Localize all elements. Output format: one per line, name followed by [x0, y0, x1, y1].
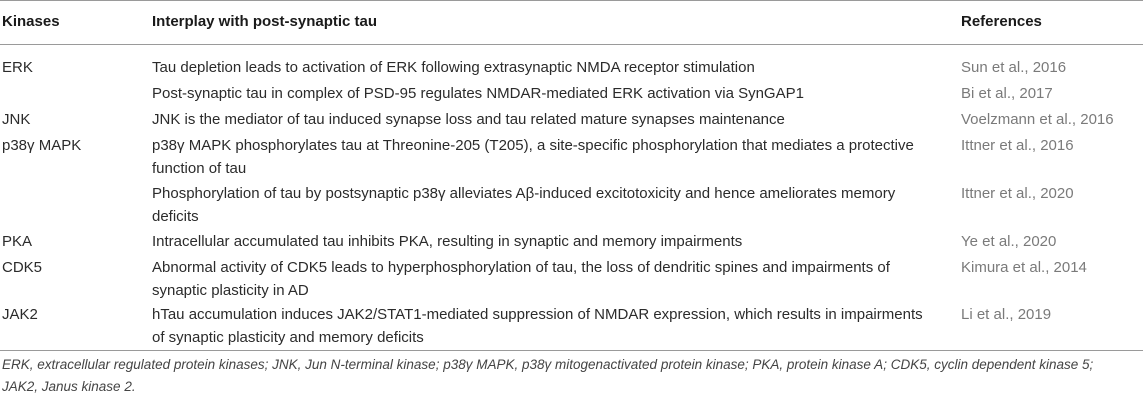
kinase-cell: PKA: [2, 233, 33, 250]
header-interplay: Interplay with post-synaptic tau: [152, 13, 378, 30]
reference-cell: Ittner et al., 2020: [961, 185, 1074, 202]
reference-cell: Li et al., 2019: [961, 306, 1052, 323]
interplay-cell: Post-synaptic tau in complex of PSD-95 regulates NMDAR-mediated ERK activation via SynGAP1: [152, 85, 804, 102]
interplay-cell: Tau depletion leads to activation of ERK following extrasynaptic NMDA receptor stimulation: [152, 59, 755, 76]
table-footnote: ERK, extracellular regulated protein kinases; JNK, Jun N-terminal kinase; p38γ MAPK, p38γ mitogenactivated protein kinase; PKA, protein kinase A; CDK5, cyclin dependent kinase 5; JAK2, Janus kinase 2.: [2, 357, 1094, 394]
interplay-cell: JNK is the mediator of tau induced synapse loss and tau related mature synapses maintenance: [152, 111, 785, 128]
kinase-cell: ERK: [2, 59, 33, 76]
kinase-cell: CDK5: [2, 259, 43, 276]
table-header: [0, 0, 1143, 44]
reference-cell: Ittner et al., 2016: [961, 137, 1074, 154]
reference-cell: Bi et al., 2017: [961, 85, 1053, 102]
table-bottom-rule: [0, 350, 1143, 351]
reference-cell: Sun et al., 2016: [961, 59, 1067, 76]
header-bottom-rule: [0, 44, 1143, 45]
interplay-cell: Abnormal activity of CDK5 leads to hyperphosphorylation of tau, the loss of dendritic spines and impairments of synaptic plasticity in AD: [152, 259, 890, 299]
reference-cell: Kimura et al., 2014: [961, 259, 1087, 276]
reference-cell: Ye et al., 2020: [961, 233, 1057, 250]
interplay-cell: hTau accumulation induces JAK2/STAT1-mediated suppression of NMDAR expression, which results in impairments of synaptic plasticity and memory deficits: [152, 306, 923, 346]
kinase-cell: p38γ MAPK: [2, 137, 82, 154]
header-references: References: [961, 13, 1042, 30]
interplay-cell: Intracellular accumulated tau inhibits PKA, resulting in synaptic and memory impairments: [152, 233, 743, 250]
interplay-cell: p38γ MAPK phosphorylates tau at Threonine-205 (T205), a site-specific phosphorylation that mediates a protective function of tau: [152, 137, 914, 177]
kinase-cell: JNK: [2, 111, 31, 128]
header-kinases: Kinases: [2, 13, 60, 30]
interplay-cell: Phosphorylation of tau by postsynaptic p38γ alleviates Aβ-induced excitotoxicity and hence ameliorates memory deficits: [152, 185, 896, 225]
kinase-cell: JAK2: [2, 306, 38, 323]
reference-cell: Voelzmann et al., 2016: [961, 111, 1114, 128]
